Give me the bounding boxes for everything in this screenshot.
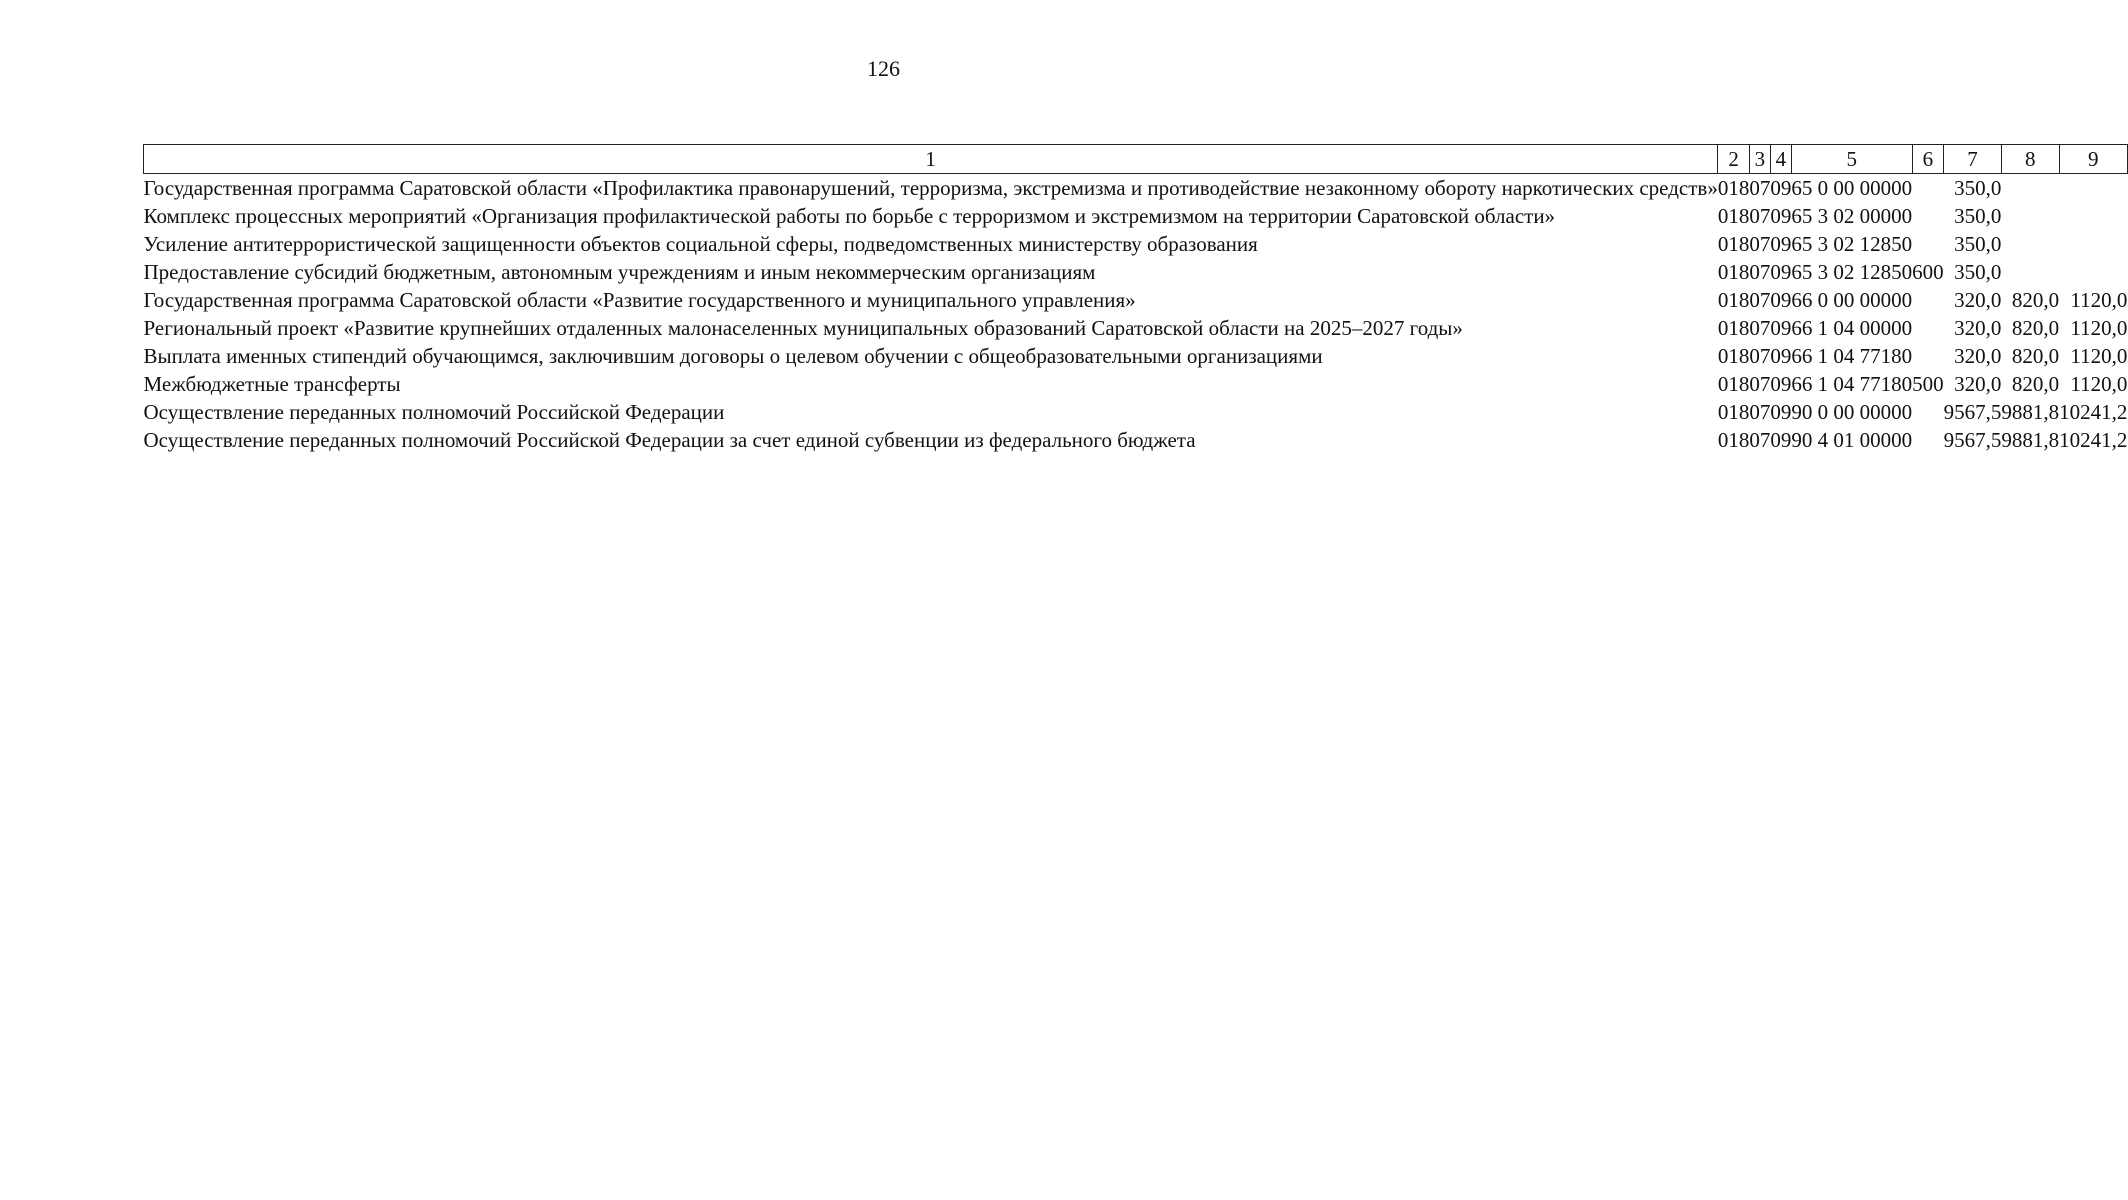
table-row xyxy=(144,342,2128,370)
section-code: 07 xyxy=(1749,176,1771,200)
amount-2027 xyxy=(2059,230,2127,258)
expense-type-code xyxy=(1912,342,1944,370)
amount-2025: 320,0 xyxy=(1954,344,2002,368)
subsection-code: 09 xyxy=(1770,176,1792,200)
row-name: Региональный проект «Развитие крупнейших отдаленных малонаселенных муниципальных образований Саратовской области на 2025–2027 годы» xyxy=(143,316,1463,340)
amount-2026 xyxy=(2001,174,2059,203)
amount-2027 xyxy=(2059,202,2127,230)
table-row xyxy=(144,258,2128,286)
section-code: 07 xyxy=(1749,372,1771,396)
section-code: 07 xyxy=(1749,344,1771,368)
amount-2026: 9881,8 xyxy=(2001,428,2060,452)
target-article-code: 90 0 00 00000 xyxy=(1791,400,1913,424)
amount-2026 xyxy=(2001,230,2059,258)
subsection-code: 09 xyxy=(1770,260,1792,284)
table-row xyxy=(144,426,2128,454)
amount-2025: 320,0 xyxy=(1954,372,2002,396)
row-name: Межбюджетные трансферты xyxy=(143,372,401,396)
header-col-8: 8 xyxy=(2001,145,2059,174)
expense-type-code xyxy=(1912,314,1944,342)
ministry-code: 018 xyxy=(1717,260,1750,284)
target-article-code: 65 3 02 12850 xyxy=(1791,232,1913,256)
target-article-code: 66 1 04 77180 xyxy=(1791,344,1913,368)
ministry-code: 018 xyxy=(1717,232,1750,256)
amount-2027: 10241,2 xyxy=(2059,428,2128,452)
subsection-code: 09 xyxy=(1770,232,1792,256)
amount-2025: 9567,5 xyxy=(1943,428,2002,452)
subsection-code: 09 xyxy=(1770,316,1792,340)
amount-2027: 1120,0 xyxy=(2070,288,2128,312)
amount-2025: 9567,5 xyxy=(1943,400,2002,424)
amount-2026 xyxy=(2001,202,2059,230)
row-name: Государственная программа Саратовской области «Развитие государственного и муниципального управления» xyxy=(143,288,1136,312)
subsection-code: 09 xyxy=(1770,344,1792,368)
expense-type-code xyxy=(1912,230,1944,258)
amount-2027 xyxy=(2059,258,2127,286)
subsection-code: 09 xyxy=(1770,372,1792,396)
section-code: 07 xyxy=(1749,288,1771,312)
target-article-code: 65 0 00 00000 xyxy=(1791,176,1913,200)
target-article-code: 65 3 02 00000 xyxy=(1791,204,1913,228)
row-name: Государственная программа Саратовской области «Профилактика правонарушений, терроризма, экстремизма и противодействие незаконному обороту наркотических средств» xyxy=(143,176,1718,200)
amount-2025: 350,0 xyxy=(1954,260,2002,284)
ministry-code: 018 xyxy=(1717,428,1750,452)
amount-2026: 820,0 xyxy=(2011,288,2060,312)
amount-2027: 1120,0 xyxy=(2070,316,2128,340)
subsection-code: 09 xyxy=(1770,428,1792,452)
row-name: Осуществление переданных полномочий Российской Федерации xyxy=(143,400,725,424)
amount-2027: 10241,2 xyxy=(2059,400,2128,424)
section-code: 07 xyxy=(1749,260,1771,284)
amount-2026 xyxy=(2001,258,2059,286)
table-row xyxy=(144,314,2128,342)
amount-2026: 820,0 xyxy=(2011,316,2060,340)
table-row xyxy=(144,230,2128,258)
row-name: Предоставление субсидий бюджетным, автономным учреждениям и иным некоммерческим организациям xyxy=(143,260,1096,284)
table-header xyxy=(144,145,2128,174)
header-col-1: 1 xyxy=(144,145,1718,174)
header-col-2: 2 xyxy=(1718,145,1750,174)
ministry-code: 018 xyxy=(1717,288,1750,312)
expense-type-code xyxy=(1912,202,1944,230)
amount-2026: 820,0 xyxy=(2011,372,2060,396)
target-article-code: 66 1 04 00000 xyxy=(1791,316,1913,340)
ministry-code: 018 xyxy=(1717,316,1750,340)
ministry-code: 018 xyxy=(1717,344,1750,368)
table-body xyxy=(144,174,2128,455)
ministry-code: 018 xyxy=(1717,176,1750,200)
amount-2027: 1120,0 xyxy=(2070,372,2128,396)
amount-2025: 350,0 xyxy=(1954,232,2002,256)
amount-2027 xyxy=(2059,174,2127,203)
amount-2027: 1120,0 xyxy=(2070,344,2128,368)
expense-type-code xyxy=(1912,286,1944,314)
header-col-4: 4 xyxy=(1770,145,1791,174)
header-col-9: 9 xyxy=(2059,145,2127,174)
expense-type-code: 500 xyxy=(1912,372,1944,396)
amount-2025: 350,0 xyxy=(1954,176,2002,200)
amount-2026: 9881,8 xyxy=(2001,400,2060,424)
expense-type-code xyxy=(1912,426,1944,454)
expense-type-code xyxy=(1912,398,1944,426)
expense-type-code: 600 xyxy=(1912,260,1944,284)
row-name: Выплата именных стипендий обучающимся, заключившим договоры о целевом обучении с общеобразовательными организациями xyxy=(143,344,1323,368)
subsection-code: 09 xyxy=(1770,204,1792,228)
table-row xyxy=(144,286,2128,314)
expense-type-code xyxy=(1912,174,1944,203)
target-article-code: 66 0 00 00000 xyxy=(1791,288,1913,312)
row-name: Усиление антитеррористической защищенности объектов социальной сферы, подведомственных министерству образования xyxy=(143,232,1258,256)
target-article-code: 66 1 04 77180 xyxy=(1791,372,1913,396)
budget-table xyxy=(143,144,2128,454)
subsection-code: 09 xyxy=(1770,288,1792,312)
section-code: 07 xyxy=(1749,400,1771,424)
page-number: 126 xyxy=(867,56,900,81)
target-article-code: 65 3 02 12850 xyxy=(1791,260,1913,284)
header-col-7: 7 xyxy=(1944,145,2002,174)
amount-2025: 320,0 xyxy=(1954,316,2002,340)
section-code: 07 xyxy=(1749,204,1771,228)
table-row xyxy=(144,202,2128,230)
header-row xyxy=(144,145,2128,174)
row-name: Комплекс процессных мероприятий «Организация профилактической работы по борьбе с терроризмом и экстремизмом на территории Саратовской области» xyxy=(143,204,1556,228)
section-code: 07 xyxy=(1749,428,1771,452)
amount-2025: 350,0 xyxy=(1954,204,2002,228)
header-col-5: 5 xyxy=(1791,145,1912,174)
row-name: Осуществление переданных полномочий Российской Федерации за счет единой субвенции из федерального бюджета xyxy=(143,428,1196,452)
table-row xyxy=(144,398,2128,426)
header-col-6: 6 xyxy=(1912,145,1944,174)
target-article-code: 90 4 01 00000 xyxy=(1791,428,1913,452)
ministry-code: 018 xyxy=(1717,372,1750,396)
ministry-code: 018 xyxy=(1717,204,1750,228)
section-code: 07 xyxy=(1749,316,1771,340)
amount-2026: 820,0 xyxy=(2011,344,2060,368)
subsection-code: 09 xyxy=(1770,400,1792,424)
table-row xyxy=(144,174,2128,203)
ministry-code: 018 xyxy=(1717,400,1750,424)
section-code: 07 xyxy=(1749,232,1771,256)
header-col-3: 3 xyxy=(1749,145,1770,174)
amount-2025: 320,0 xyxy=(1954,288,2002,312)
table-row xyxy=(144,370,2128,398)
